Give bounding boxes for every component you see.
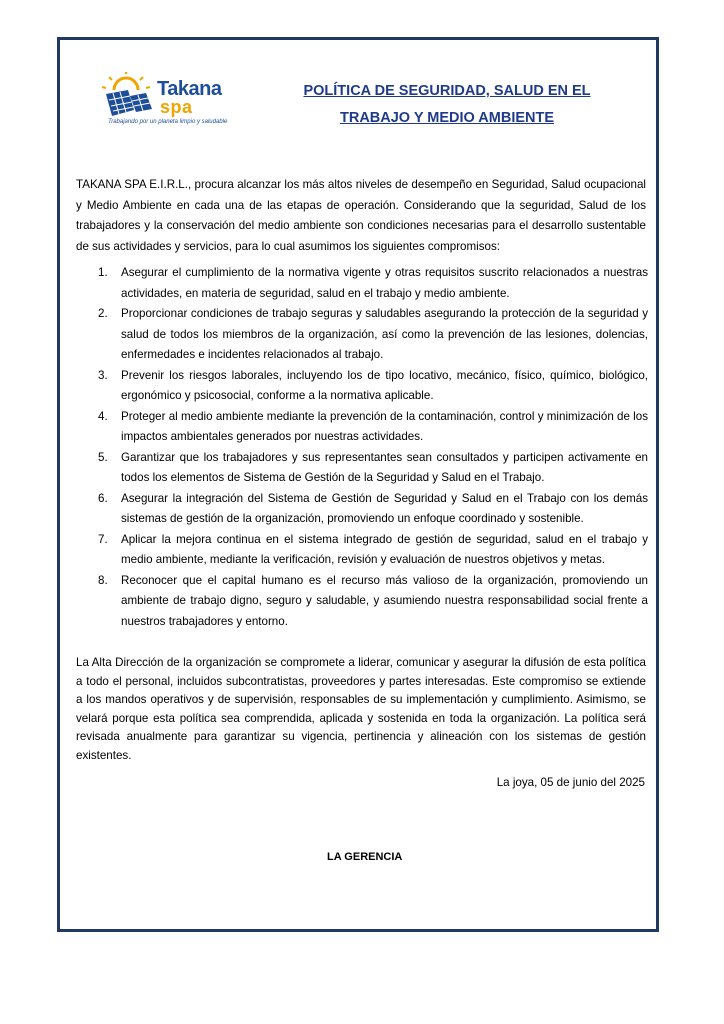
- list-item: [76, 530, 648, 571]
- list-item: [76, 407, 648, 448]
- list-item: [76, 448, 648, 489]
- company-logo: [100, 72, 240, 130]
- list-item-text: Asegurar el cumplimiento de la normativa vigente y otras requisitos suscrito relacionados a nuestras actividades, en materia de seguridad, salud en el trabajo y medio ambiente.: [121, 266, 648, 300]
- list-item-text: Proporcionar condiciones de trabajo seguras y saludables asegurando la protección de la seguridad y salud de todos los miembros de la organización, así como la prevención de las lesiones, dolencias, enfermedades e incidentes relacionados al trabajo.: [121, 307, 648, 361]
- title-line-2: TRABAJO Y MEDIO AMBIENTE: [339, 110, 555, 126]
- commitments-list: [76, 263, 648, 632]
- list-item-number: 8.: [98, 573, 108, 587]
- list-item-text: Asegurar la integración del Sistema de Gestión de Seguridad y Salud en el Trabajo con los demás sistemas de gestión de la organización, promoviendo un enfoque coordinado y sostenible.: [121, 491, 648, 525]
- document-date: La joya, 05 de junio del 2025: [496, 776, 645, 789]
- list-item-number: 4.: [98, 409, 108, 423]
- list-item: [76, 304, 648, 366]
- list-item-text: Aplicar la mejora continua en el sistema integrado de gestión de seguridad, salud en el trabajo y medio ambiente, mediante la verificación, revisión y evaluación de nuestros objetivos y metas.: [121, 532, 648, 566]
- logo-tagline: Trabajando por un planeta limpio y saludable: [108, 119, 228, 125]
- list-item-number: 6.: [98, 491, 108, 505]
- list-item: [76, 571, 648, 633]
- list-item-number: 5.: [98, 450, 108, 464]
- intro-paragraph: TAKANA SPA E.I.R.L., procura alcanzar los más altos niveles de desempeño en Seguridad, Salud ocupacional y Medio Ambiente en cada una de las etapas de operación. Considerando que la seguridad, Salud de los trabajadores y la conservación del medio ambiente son condiciones necesarias para el desarrollo sustentable de sus actividades y servicios, para lo cual asumimos los siguientes compromisos:: [76, 178, 646, 253]
- list-item: [76, 366, 648, 407]
- list-item-number: 3.: [98, 368, 108, 382]
- list-item-number: 7.: [98, 532, 108, 546]
- list-item-text: Garantizar que los trabajadores y sus representantes sean consultados y participen activamente en todos los elementos de Sistema de Gestión de la Seguridad y Salud en el Trabajo.: [121, 450, 648, 484]
- list-item-text: Proteger al medio ambiente mediante la prevención de la contaminación, control y minimización de los impactos ambientales generados por nuestras actividades.: [121, 409, 648, 443]
- logo-wordmark-bottom: spa: [160, 97, 193, 117]
- list-item: [76, 263, 648, 304]
- signature-block: LA GERENCIA: [327, 851, 403, 863]
- list-item-text: Prevenir los riesgos laborales, incluyendo los de tipo locativo, mecánico, físico, químico, biológico, ergonómico y psicosocial, conforme a la normativa aplicable.: [121, 368, 648, 402]
- list-item-text: Reconocer que el capital humano es el recurso más valioso de la organización, promoviendo un ambiente de trabajo digno, seguro y saludable, y asumiendo nuestra responsabilidad social frente a nuestros trabajadores y entorno.: [121, 573, 648, 628]
- logo-wordmark-top: Takana: [157, 78, 222, 100]
- list-item-number: 2.: [98, 307, 108, 320]
- list-item-number: 1.: [98, 266, 108, 279]
- closing-paragraph: La Alta Dirección de la organización se compromete a liderar, comunicar y asegurar la difusión de esta política a todo el personal, incluidos subcontratistas, proveedores y partes interesadas. Este compromiso se extiende a los mandos operativos y de supervisión, responsables de su implementación y cumplimiento. Asimismo, se velará porque esta política sea comprendida, aplicada y sostenida en toda la organización. La política será revisada anualmente para garantizar su vigencia, pertinencia y alineación con los sistemas de gestión existentes.: [76, 656, 646, 762]
- solar-panel-logo-icon: [100, 72, 160, 120]
- title-line-1: POLÍTICA DE SEGURIDAD, SALUD EN EL: [303, 83, 591, 99]
- document-title: [262, 78, 632, 132]
- list-item: [76, 489, 648, 530]
